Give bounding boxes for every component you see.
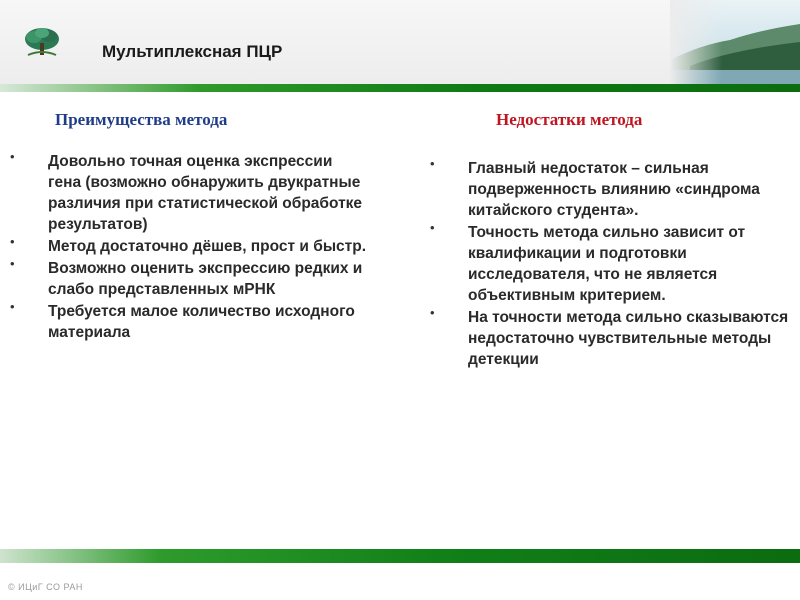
list-item: • Довольно точная оценка экспрессии гена (возможно обнаружить двукратные различия при статистической обработке результатов): [8, 151, 368, 235]
advantages-heading: Преимущества метода: [55, 110, 228, 129]
list-item: • Точность метода сильно зависит от квалификации и подготовки исследователя, что не является объективным критерием.: [428, 222, 794, 306]
tree-logo-icon: [20, 25, 64, 61]
advantages-list: [8, 151, 368, 344]
list-item: • На точности метода сильно сказываются недостаточно чувствительные методы детекции: [428, 307, 794, 370]
list-item: • Метод достаточно дёшев, прост и быстр.: [8, 236, 368, 257]
disadvantages-list: [428, 158, 794, 371]
list-item: • Возможно оценить экспрессию редких и слабо представленных мРНК: [8, 258, 368, 300]
list-item: • Требуется малое количество исходного материала: [8, 301, 368, 343]
landscape-image: [670, 0, 800, 90]
disadvantages-heading: Недостатки метода: [496, 110, 643, 129]
slide-header: [0, 0, 800, 90]
header-divider: [0, 84, 800, 92]
list-item: • Главный недостаток – сильная подверженность влиянию «синдрома китайского студента».: [428, 158, 794, 221]
footer-copyright: © ИЦиГ СО РАН: [8, 582, 83, 592]
footer-divider: [0, 549, 800, 563]
slide-title: Мультиплексная ПЦР: [102, 42, 283, 61]
